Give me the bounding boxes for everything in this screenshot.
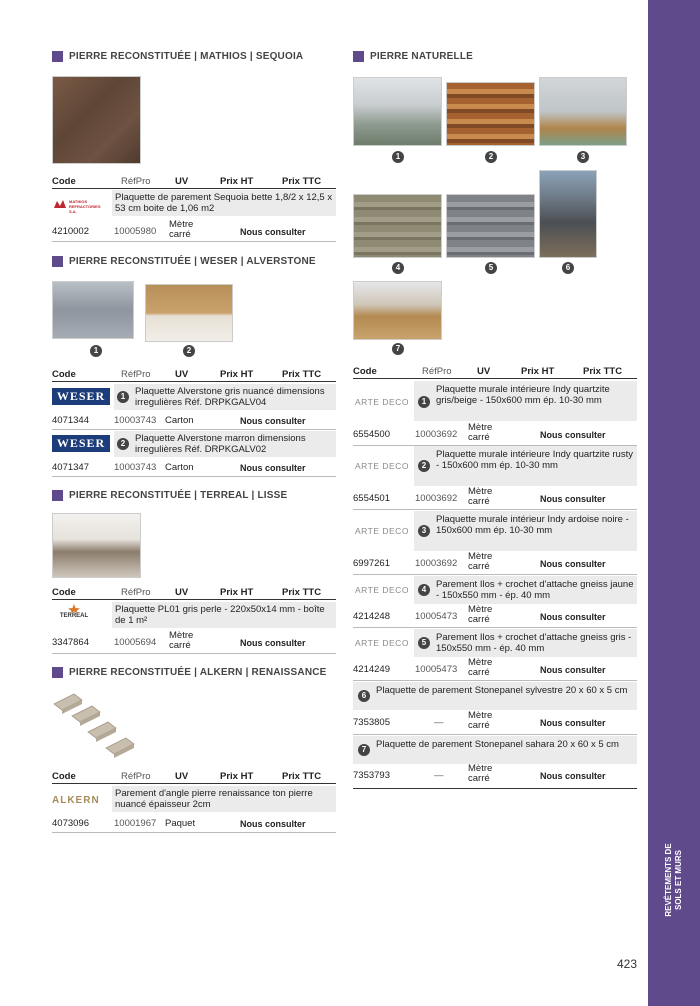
product-price: Nous consulter xyxy=(540,665,606,675)
product-price: Nous consulter xyxy=(540,559,606,569)
item-number: 1 xyxy=(117,391,129,403)
weser-logo: WESER xyxy=(52,388,110,405)
section-title-alkern: PIERRE RECONSTITUÉE | ALKERN | RENAISSANCE xyxy=(52,667,327,678)
product-refpro: — xyxy=(434,717,444,728)
product-uv: Mètre carré xyxy=(169,630,194,651)
header-prix-ht: Prix HT xyxy=(220,369,254,380)
header-rule xyxy=(52,783,336,784)
item-number: 3 xyxy=(418,525,430,537)
header-prix-ttc: Prix TTC xyxy=(583,366,623,377)
header-prix-ht: Prix HT xyxy=(220,771,254,782)
product-description: Parement Ilos + crochet d'attache gneiss gris - 150x550 mm - ép. 40 mm xyxy=(436,632,632,654)
product-code: 4214249 xyxy=(353,664,390,675)
terreal-logo: TERREAL xyxy=(54,604,94,626)
header-rule xyxy=(353,378,637,379)
product-price: Nous consulter xyxy=(240,819,306,829)
image-number-6: 6 xyxy=(562,262,574,274)
product-uv: Mètre carré xyxy=(468,657,493,678)
header-uv: UV xyxy=(175,587,189,598)
item-number: 2 xyxy=(117,438,129,450)
product-uv: Mètre carré xyxy=(468,763,493,784)
image-number-1: 1 xyxy=(90,345,102,357)
image-number-2: 2 xyxy=(485,151,497,163)
header-code: Code xyxy=(52,771,76,782)
item-number: 7 xyxy=(358,744,370,756)
header-refpro: RéfPro xyxy=(121,176,151,187)
product-code: 7353793 xyxy=(353,770,390,781)
product-code: 6554500 xyxy=(353,429,390,440)
product-description: Plaquette Alverstone marron dimensions irregulières Réf. DRPKGALV02 xyxy=(135,433,306,455)
header-refpro: RéfPro xyxy=(121,587,151,598)
product-price: Nous consulter xyxy=(540,430,606,440)
page-number: 423 xyxy=(617,957,638,971)
sequoia-stone-image xyxy=(52,76,141,164)
product-price: Nous consulter xyxy=(240,227,306,237)
header-prix-ttc: Prix TTC xyxy=(282,771,322,782)
product-uv: Carton xyxy=(165,415,194,426)
section-title-terreal: PIERRE RECONSTITUÉE | TERREAL | LISSE xyxy=(52,490,287,501)
product-uv: Mètre carré xyxy=(468,551,493,572)
alverstone-brown-image xyxy=(145,284,233,342)
header-refpro: RéfPro xyxy=(121,771,151,782)
header-prix-ht: Prix HT xyxy=(521,366,555,377)
product-price: Nous consulter xyxy=(540,771,606,781)
product-price: Nous consulter xyxy=(240,416,306,426)
item-number: 2 xyxy=(418,460,430,472)
product-description: Plaquette murale intérieure Indy quartzite rusty - 150x600 mm ép. 10-30 mm xyxy=(436,449,633,471)
header-uv: UV xyxy=(175,176,189,187)
product-code: 4210002 xyxy=(52,226,89,237)
header-prix-ht: Prix HT xyxy=(220,587,254,598)
product-description: Plaquette PL01 gris perle - 220x50x14 mm - boîte de 1 m² xyxy=(115,604,325,626)
image-number-4: 4 xyxy=(392,262,404,274)
product-uv: Mètre carré xyxy=(169,219,194,240)
product-refpro: 10003743 xyxy=(114,415,157,426)
header-prix-ttc: Prix TTC xyxy=(282,587,322,598)
header-uv: UV xyxy=(175,771,189,782)
header-rule xyxy=(52,188,336,189)
terreal-interior-image xyxy=(52,513,141,578)
header-rule xyxy=(52,381,336,382)
product-refpro: 10003692 xyxy=(415,558,458,569)
renaissance-corner-image xyxy=(52,690,142,758)
image-number-3: 3 xyxy=(577,151,589,163)
product-price: Nous consulter xyxy=(240,463,306,473)
header-code: Code xyxy=(52,587,76,598)
product-code: 3347864 xyxy=(52,637,89,648)
product-refpro: 10001967 xyxy=(114,818,157,829)
arte-deco-logo: ARTE DECO xyxy=(355,638,409,648)
arte-deco-logo: ARTE DECO xyxy=(355,526,409,536)
product-uv: Mètre carré xyxy=(468,710,493,731)
item-number: 6 xyxy=(358,690,370,702)
product-uv: Mètre carré xyxy=(468,422,493,443)
product-description: Parement Ilos + crochet d'attache gneiss jaune - 150x550 mm - ép. 40 mm xyxy=(436,579,634,601)
product-code: 4073096 xyxy=(52,818,89,829)
weser-logo: WESER xyxy=(52,435,110,452)
stone-image-4 xyxy=(353,194,442,258)
mathios-logo: MATHIOS REFRACTORIES S.A. xyxy=(52,197,110,213)
product-refpro: 10005473 xyxy=(415,664,458,675)
product-refpro: 10003692 xyxy=(415,429,458,440)
item-number: 5 xyxy=(418,637,430,649)
header-refpro: RéfPro xyxy=(121,369,151,380)
arte-deco-logo: ARTE DECO xyxy=(355,585,409,595)
product-price: Nous consulter xyxy=(240,638,306,648)
product-refpro: 10005694 xyxy=(114,637,157,648)
item-number: 1 xyxy=(418,396,430,408)
product-uv: Mètre carré xyxy=(468,604,493,625)
product-price: Nous consulter xyxy=(540,612,606,622)
image-number-7: 7 xyxy=(392,343,404,355)
product-description: Plaquette de parement Stonepanel sahara 20 x 60 x 5 cm xyxy=(376,739,619,750)
alverstone-gray-image xyxy=(52,281,134,339)
product-uv: Mètre carré xyxy=(468,486,493,507)
product-code: 4071347 xyxy=(52,462,89,473)
header-prix-ttc: Prix TTC xyxy=(282,369,322,380)
product-refpro: 10005473 xyxy=(415,611,458,622)
product-description: Plaquette murale intérieur Indy ardoise noire - 150x600 mm ép. 10-30 mm xyxy=(436,514,629,536)
product-refpro: 10003743 xyxy=(114,462,157,473)
product-code: 6554501 xyxy=(353,493,390,504)
product-description: Plaquette de parement Stonepanel sylvestre 20 x 60 x 5 cm xyxy=(376,685,628,696)
header-refpro: RéfPro xyxy=(422,366,452,377)
header-uv: UV xyxy=(477,366,491,377)
product-code: 7353805 xyxy=(353,717,390,728)
product-refpro: — xyxy=(434,770,444,781)
header-rule xyxy=(52,599,336,600)
stone-image-6 xyxy=(539,170,597,258)
header-uv: UV xyxy=(175,369,189,380)
product-description: Plaquette Alverstone gris nuancé dimensions irregulières Réf. DRPKGALV04 xyxy=(135,386,325,408)
product-uv: Carton xyxy=(165,462,194,473)
header-code: Code xyxy=(52,369,76,380)
product-price: Nous consulter xyxy=(540,494,606,504)
header-code: Code xyxy=(353,366,377,377)
alkern-logo: ALKERN xyxy=(52,795,100,806)
product-code: 4214248 xyxy=(353,611,390,622)
stone-image-5 xyxy=(446,194,535,258)
product-uv: Paquet xyxy=(165,818,196,829)
sidebar-label: REVÊTEMENTS DE SOLS ET MURS xyxy=(664,843,683,917)
header-code: Code xyxy=(52,176,76,187)
product-code: 6997261 xyxy=(353,558,390,569)
header-prix-ttc: Prix TTC xyxy=(282,176,322,187)
header-prix-ht: Prix HT xyxy=(220,176,254,187)
stone-image-7 xyxy=(353,281,442,340)
image-number-5: 5 xyxy=(485,262,497,274)
product-price: Nous consulter xyxy=(540,718,606,728)
product-description: Plaquette de parement Sequoia bette 1,8/2 x 12,5 x 53 cm boite de 1,06 m2 xyxy=(115,192,333,214)
section-title-naturelle: PIERRE NATURELLE xyxy=(353,51,473,62)
section-title-weser: PIERRE RECONSTITUÉE | WESER | ALVERSTONE xyxy=(52,256,316,267)
image-number-1: 1 xyxy=(392,151,404,163)
arte-deco-logo: ARTE DECO xyxy=(355,461,409,471)
stone-image-2 xyxy=(446,82,535,146)
product-refpro: 10003692 xyxy=(415,493,458,504)
product-description: Parement d'angle pierre renaissance ton pierre nuancé épaisseur 2cm xyxy=(115,788,313,810)
arte-deco-logo: ARTE DECO xyxy=(355,397,409,407)
section-title-mathios: PIERRE RECONSTITUÉE | MATHIOS | SEQUOIA xyxy=(52,51,303,62)
product-code: 4071344 xyxy=(52,415,89,426)
product-description: Plaquette murale intérieure Indy quartzite gris/beige - 150x600 mm ép. 10-30 mm xyxy=(436,384,610,406)
stone-image-3 xyxy=(539,77,627,146)
stone-image-1 xyxy=(353,77,442,146)
product-refpro: 10005980 xyxy=(114,226,157,237)
image-number-2: 2 xyxy=(183,345,195,357)
item-number: 4 xyxy=(418,584,430,596)
